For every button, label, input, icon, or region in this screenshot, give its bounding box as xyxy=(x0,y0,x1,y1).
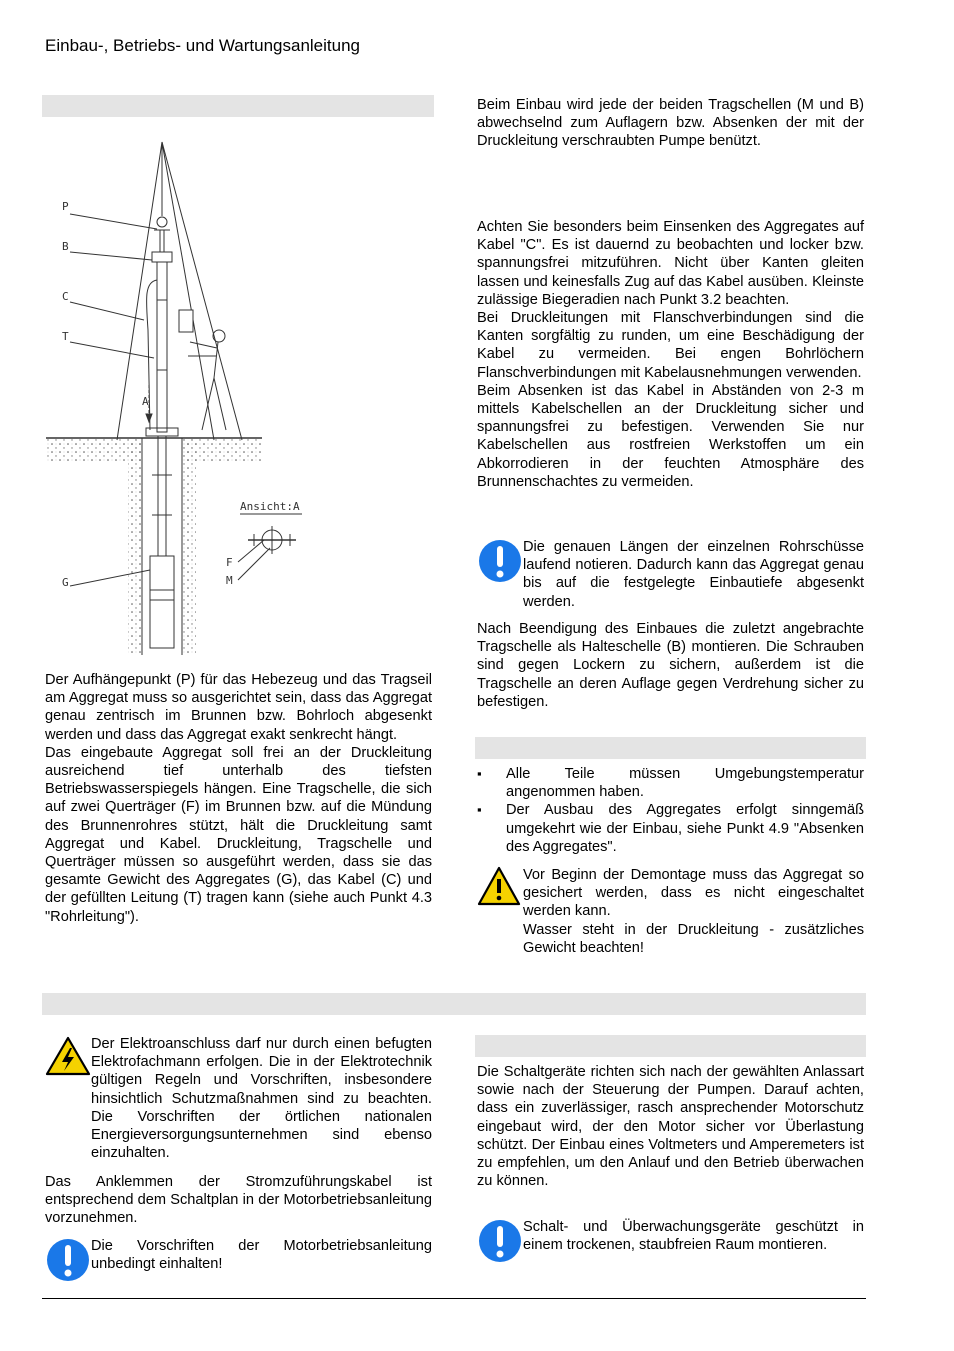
left-text-block xyxy=(45,671,432,926)
label-m: M xyxy=(226,574,233,587)
label-c: C xyxy=(62,290,69,303)
water-weight-warning: Wasser steht in der Druckleitung - zusätzliches Gewicht beachten! xyxy=(523,921,864,956)
section-bar-hanging xyxy=(42,95,434,117)
dry-room-note: Schalt- und Überwachungsgeräte geschützt in einem trockenen, staubfreien Raum montieren. xyxy=(523,1219,864,1254)
electrical-warning: Der Elektroanschluss darf nur durch einen befugten Elektrofachmann erfolgen. Die in der Elektrotechnik gültigen Regeln und Vorschriften, insbesondere hinsichtlich Schutzmaßnahmen sind zu beachten. Die Vorschriften der örtlichen nationalen Energieversorgungsunternehmen sind ebenso einzuhalten. xyxy=(91,1036,432,1162)
label-f: F xyxy=(226,556,233,569)
cable-clamp-paragraph: Beim Absenken ist das Kabel in Abständen von 2-3 m mittels Kabelschellen an der Druckleitung sicher und spannungsfrei zu befestigen. Verwenden Sie nur Kabelschellen aus rostfreien Werkstoffen um ein Abkorrodieren in der feuchten Atmosphäre des Brunnenschachtes zu vermeiden. xyxy=(477,382,864,490)
pipe-length-note: Die genauen Längen der einzelnen Rohrschüsse laufend notieren. Dadurch kann das Aggregat genau bis auf die festgelegte Einbautiefe abgesenkt werden. xyxy=(523,539,864,610)
cable-caution-paragraph: Achten Sie besonders beim Einsenken des Aggregates auf Kabel "C". Es ist dauernd zu beobachten und locker bzw. spannungsfrei mitzuführen. Nicht über Kanten gleiten lassen und keinesfalls Zug auf das Kabel ausüben. Kleinste zulässige Biegeradien nach Punkt 3.2 beachten. xyxy=(477,219,864,308)
motor-manual-note: Die Vorschriften der Motorbetriebsanleitung unbedingt einhalten! xyxy=(91,1238,432,1273)
exclamation-info-icon xyxy=(46,1237,90,1283)
installation-diagram xyxy=(42,130,434,660)
final-clamp-paragraph: Nach Beendigung des Einbaues die zuletzt angebrachte Tragschelle als Halteschelle (B) montieren. Die Schrauben sind gegen Lockern zu sichern, außerdem ist die Tragschelle an deren Auflage gegen Verdrehung sicher zu befestigen. xyxy=(477,621,864,710)
cable-text-block xyxy=(477,218,864,491)
document-header: Einbau-, Betriebs- und Wartungsanleitung xyxy=(45,36,360,55)
label-t: T xyxy=(62,330,69,343)
label-a: A xyxy=(142,395,149,408)
flange-paragraph: Bei Druckleitungen mit Flanschverbindungen sind die Kanten sorgfältig zu runden, um eine Beschädigung der Kabel zu vermeiden. Bei engen Bohrlöchern Flanschverbindungen mit Kabelausnehmungen verwenden. xyxy=(477,310,864,381)
removal-list xyxy=(477,765,864,856)
section-bar-removal xyxy=(475,737,866,759)
exclamation-info-icon xyxy=(478,538,522,584)
label-b: B xyxy=(62,240,69,253)
switchgear-paragraph: Die Schaltgeräte richten sich nach der gewählten Anlassart sowie nach der Steuerung der Pumpen. Darauf achten, dass ein zuverlässiger, rasch ansprechender Motorschutz eingebaut wird, der den Motor sicher vor Überlastung schützt. Der Einbau eines Voltmeters und Amperemeters ist zu empfehlen, um den Anlauf und den Betrieb überwachen zu können. xyxy=(477,1064,864,1190)
list-item: ▪ Alle Teile müssen Umgebungstemperatur angenommen haben. xyxy=(477,765,864,801)
installed-unit-paragraph: Das eingebaute Aggregat soll frei an der Druckleitung ausreichend tief unterhalb des tiefsten Betriebswasserspiegels hängen. Eine Tragschelle, die sich auf zwei Querträger (F) im Brunnen bzw. auf die Mündung des Brunnenrohres stützt, hält die Druckleitung samt Aggregat und Kabel. Druckleitung, Tragschelle und Querträger müssen so ausgeführt werden, dass sie das gesamte Gewicht des Aggregates (G), das Kabel (C) und der gefüllten Leitung (T) tragen kann (siehe auch Punkt 4.3 "Rohrleitung"). xyxy=(45,744,432,925)
dismantle-warning xyxy=(523,866,864,957)
hanging-point-paragraph: Der Aufhängepunkt (P) für das Hebezeug und das Tragseil am Aggregat muss so ausgerichtet sein, dass das Aggregat genau zentrisch im Brunnen bzw. Bohrloch abgesenkt werden und dass das Aggregat exakt senkrecht hängt. xyxy=(45,672,432,743)
section-bar-switchgear xyxy=(475,1035,866,1057)
label-g: G xyxy=(62,576,69,589)
dismantle-warning-text: Vor Beginn der Demontage muss das Aggregat so gesichert werden, dass es nicht eingeschaltet werden kann. xyxy=(523,867,864,920)
footer-rule xyxy=(42,1298,866,1299)
section-bar-electrical xyxy=(42,993,866,1015)
list-item: ▪ Der Ausbau des Aggregates erfolgt sinngemäß umgekehrt wie der Einbau, siehe Punkt 4.9 "Absenken des Aggregates". xyxy=(477,801,864,856)
label-view-a: Ansicht:A xyxy=(240,500,300,513)
wiring-paragraph: Das Anklemmen der Stromzuführungskabel ist entsprechend dem Schaltplan in der Motorbetriebsanleitung vorzunehmen. xyxy=(45,1174,432,1227)
clamp-usage-paragraph: Beim Einbau wird jede der beiden Tragschellen (M und B) abwechselnd zum Auflagern bzw. Absenken der mit der Druckleitung verschraubten Pumpe benützt. xyxy=(477,97,864,150)
label-p: P xyxy=(62,200,69,213)
exclamation-info-icon xyxy=(478,1218,522,1264)
caution-triangle-icon xyxy=(477,866,521,906)
high-voltage-icon xyxy=(45,1036,91,1076)
